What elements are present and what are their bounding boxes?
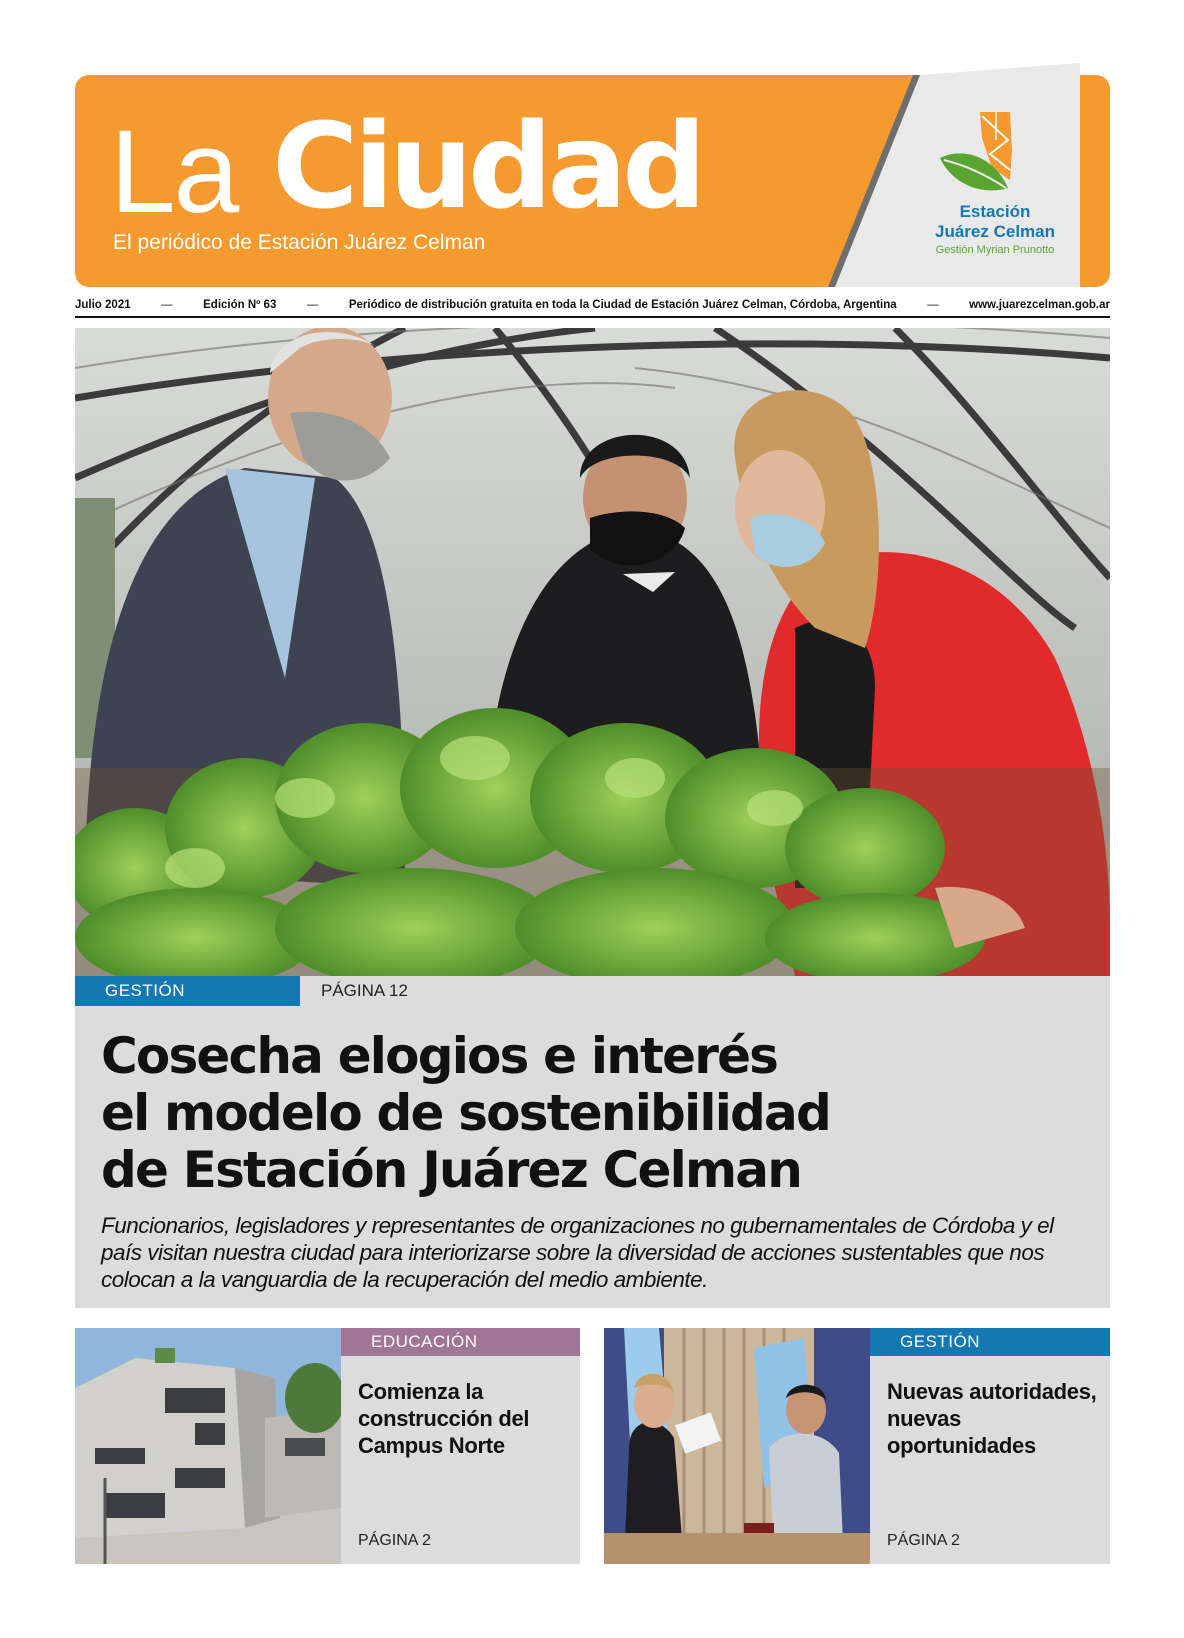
municipality-logo-icon bbox=[910, 110, 1080, 202]
campus-photo bbox=[75, 1328, 341, 1564]
edition-info-line bbox=[75, 294, 1110, 318]
info-separator: — bbox=[927, 299, 939, 311]
hero-photo bbox=[75, 328, 1110, 976]
newspaper-title-la: La bbox=[110, 106, 238, 238]
main-story[interactable] bbox=[75, 976, 1110, 1308]
greenhouse-photo-icon bbox=[75, 328, 1110, 976]
municipality-logo bbox=[910, 110, 1080, 270]
card-section-tag: EDUCACIÓN bbox=[341, 1328, 580, 1356]
logo-name-line1: Estación bbox=[959, 202, 1031, 221]
headline-line: de Estación Juárez Celman bbox=[101, 1141, 801, 1199]
newspaper-title-ciudad: Ciudad bbox=[272, 97, 702, 235]
info-separator: — bbox=[306, 299, 319, 311]
newspaper-subtitle: El periódico de Estación Juárez Celman bbox=[113, 231, 486, 254]
card-title[interactable]: Nuevas autoridades, nuevas oportunidades bbox=[887, 1379, 1097, 1458]
card-title[interactable]: Comienza la construcción del Campus Norte bbox=[358, 1379, 530, 1458]
edition-date: Julio 2021 bbox=[75, 299, 131, 311]
distribution-description: Periódico de distribución gratuita en toda la Ciudad de Estación Juárez Celman, Córdoba, Argentina bbox=[348, 299, 897, 311]
main-story-page-ref: PÁGINA 12 bbox=[321, 981, 408, 1000]
edition-number: Edición Nº 63 bbox=[203, 299, 277, 311]
headline-line: el modelo de sostenibilidad bbox=[101, 1084, 830, 1142]
card-page-ref: PÁGINA 2 bbox=[887, 1532, 960, 1549]
main-story-lede: Funcionarios, legisladores y representantes de organizaciones no gubernamentales de Córdoba y el país visitan nuestra ciudad para interiorizarse sobre la diversidad de acciones sustentables que nos colocan a la vanguardia de la recuperación del medio ambiente. bbox=[101, 1213, 1054, 1292]
ceremony-photo-icon bbox=[604, 1328, 870, 1564]
main-story-headline[interactable] bbox=[101, 1028, 1061, 1199]
card-section-tag: GESTIÓN bbox=[870, 1328, 1110, 1356]
story-card-management[interactable] bbox=[604, 1328, 1110, 1564]
info-separator: — bbox=[161, 299, 173, 311]
website-link[interactable]: www.juarezcelman.gob.ar bbox=[969, 299, 1110, 311]
building-photo-icon bbox=[75, 1328, 341, 1564]
headline-line: Cosecha elogios e interés bbox=[101, 1027, 778, 1085]
ceremony-photo bbox=[604, 1328, 870, 1564]
story-card-education[interactable] bbox=[75, 1328, 580, 1564]
logo-name-line2: Juárez Celman bbox=[935, 222, 1055, 241]
masthead bbox=[75, 75, 1110, 287]
card-page-ref: PÁGINA 2 bbox=[358, 1532, 431, 1549]
logo-subtitle: Gestión Myrian Prunotto bbox=[935, 244, 1055, 256]
main-story-section-tag: GESTIÓN bbox=[75, 976, 300, 1006]
